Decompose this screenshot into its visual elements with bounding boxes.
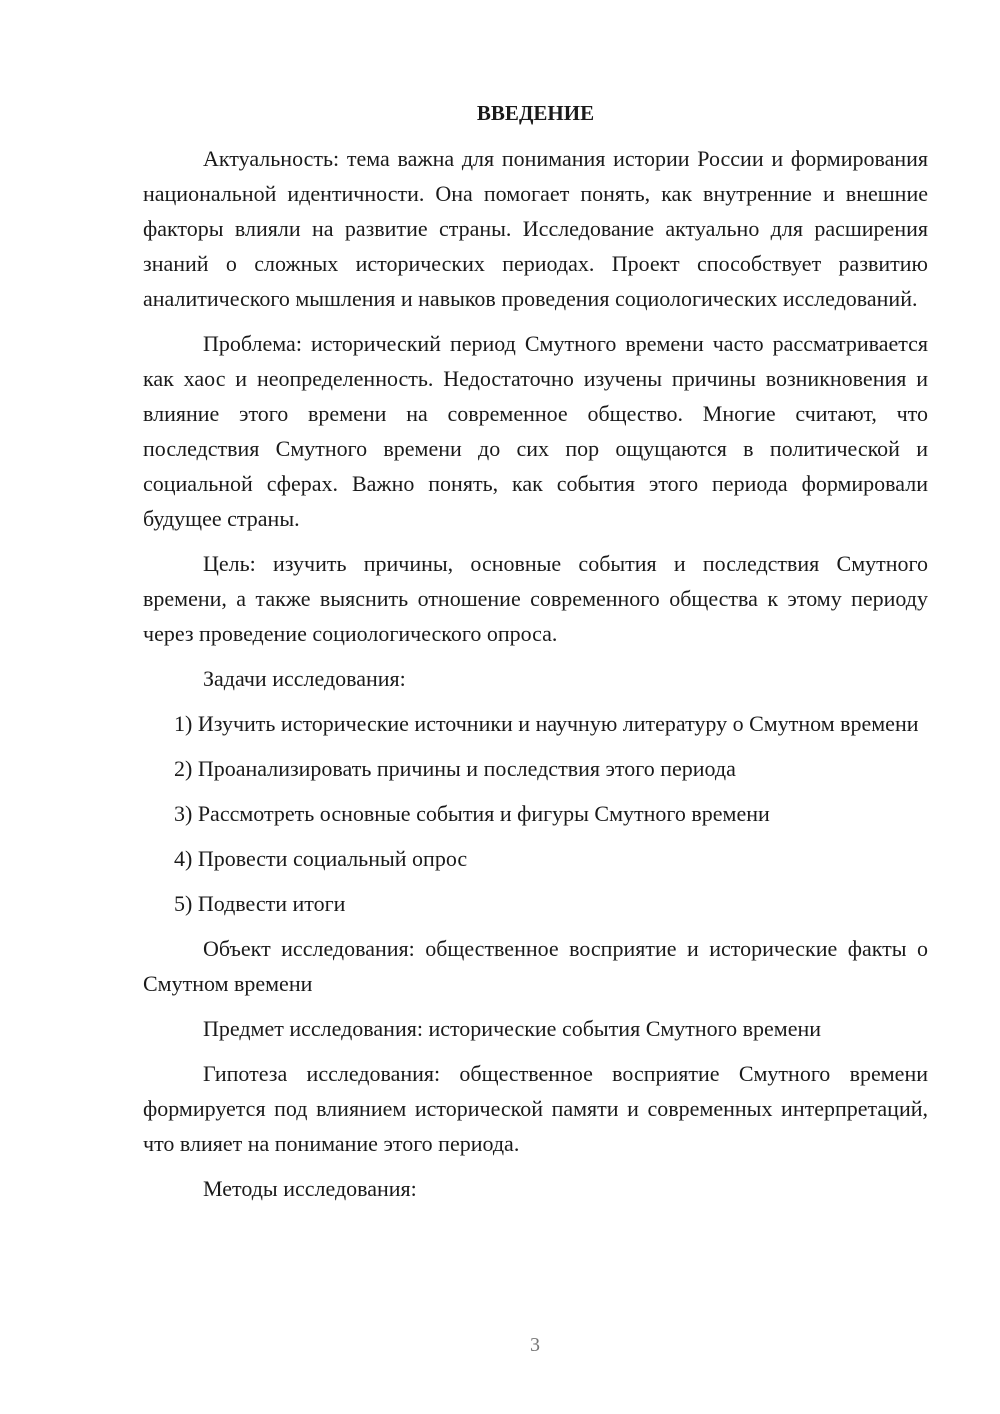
paragraph-object: Объект исследования: общественное восприятие и исторические факты о Смутном времени xyxy=(143,936,928,996)
paragraph-subject: Предмет исследования: исторические события Смутного времени xyxy=(203,1016,822,1041)
task-item: 4) Провести социальный опрос xyxy=(174,846,468,871)
methods-heading: Методы исследования: xyxy=(203,1176,417,1201)
task-item: 2) Проанализировать причины и последствия этого периода xyxy=(174,756,736,781)
task-item: 1) Изучить исторические источники и научную литературу о Смутном времени xyxy=(174,711,919,736)
tasks-heading: Задачи исследования: xyxy=(203,666,406,691)
paragraph-actuality: Актуальность: тема важна для понимания истории России и формирования национальной идентичности. Она помогает понять, как внутренние и внешние факторы влияли на развитие страны. Исследование актуально для расширения знаний о сложных исторических периодах. Проект способствует развитию аналитического мышления и навыков проведения социологических исследований. xyxy=(143,146,928,311)
page-content xyxy=(143,96,928,1216)
task-item: 5) Подвести итоги xyxy=(174,891,346,916)
task-item: 3) Рассмотреть основные события и фигуры Смутного времени xyxy=(174,801,770,826)
section-title: ВВЕДЕНИЕ xyxy=(476,101,595,125)
paragraph-hypothesis: Гипотеза исследования: общественное восприятие Смутного времени формируется под влиянием исторической памяти и современных интерпретаций, что влияет на понимание этого периода. xyxy=(143,1061,928,1156)
page-number: 3 xyxy=(530,1334,540,1356)
paragraph-problem: Проблема: исторический период Смутного времени часто рассматривается как хаос и неопределенность. Недостаточно изучены причины возникновения и влияние этого времени на современное общество. Многие считают, что последствия Смутного времени до сих пор ощущаются в политической и социальной сферах. Важно понять, как события этого периода формировали будущее страны. xyxy=(143,331,928,531)
paragraph-goal: Цель: изучить причины, основные события и последствия Смутного времени, а также выяснить отношение современного общества к этому периоду через проведение социологического опроса. xyxy=(143,551,928,646)
